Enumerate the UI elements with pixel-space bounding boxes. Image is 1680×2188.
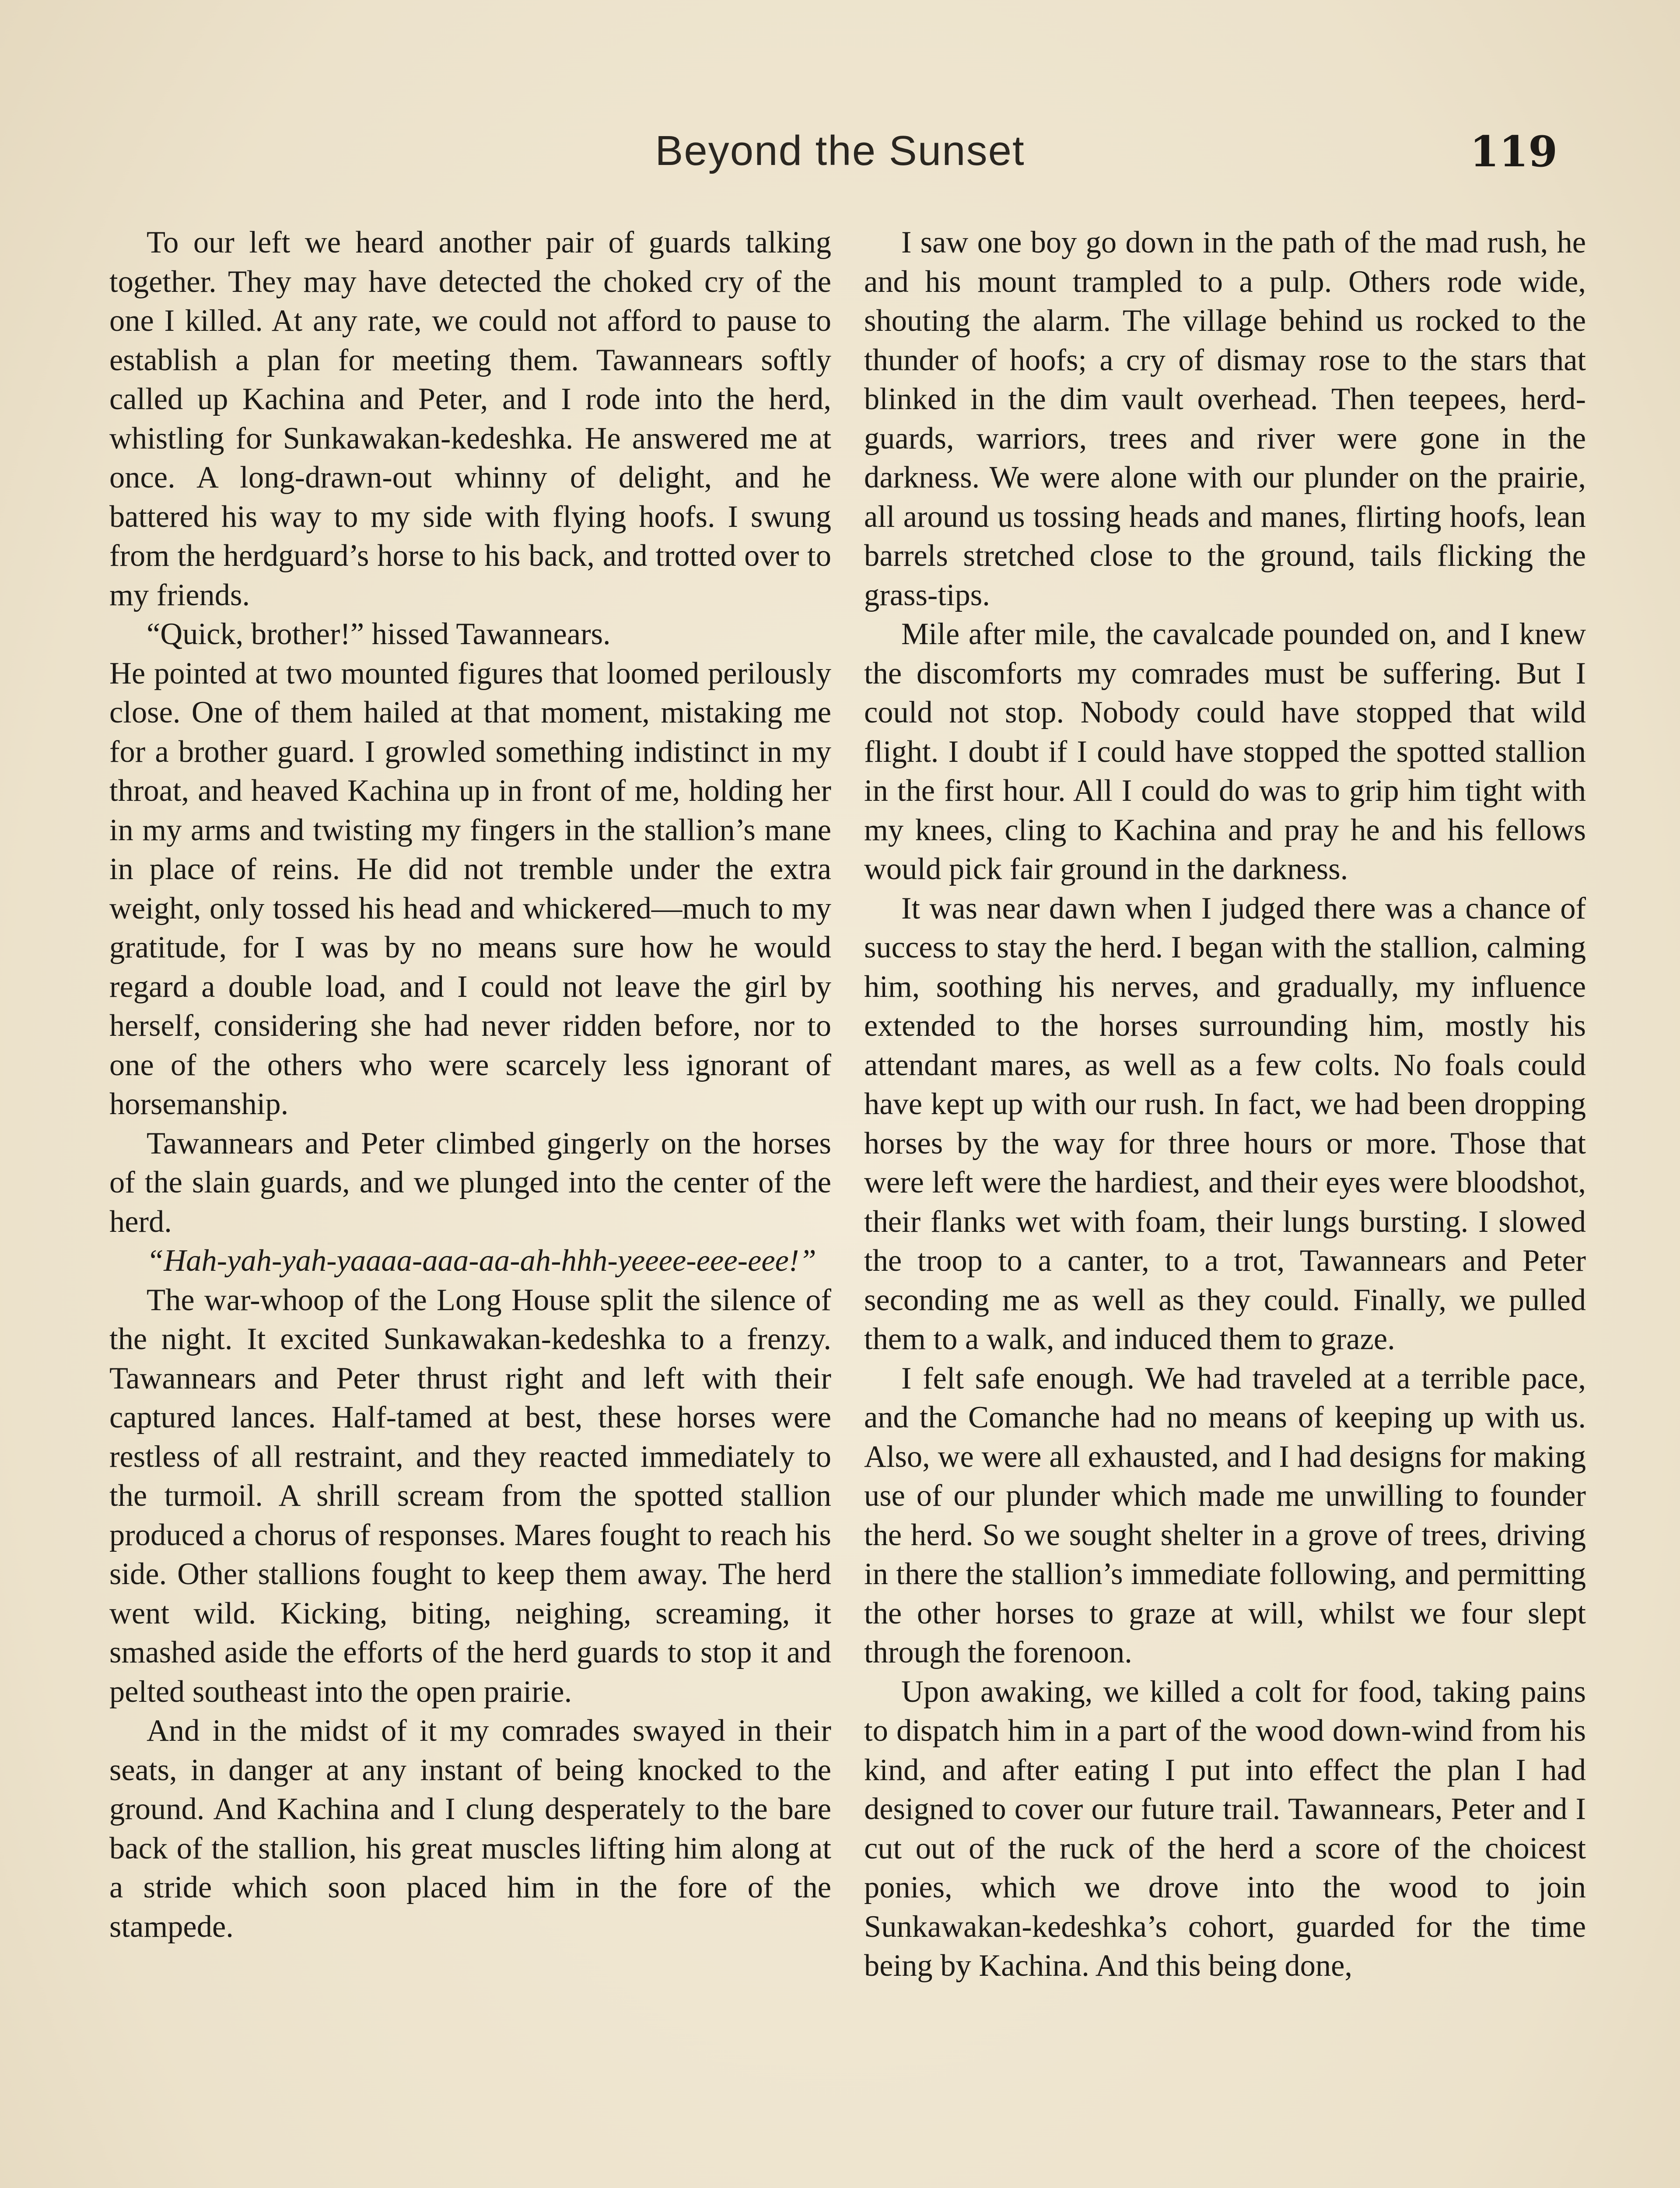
- paragraph: Mile after mile, the cavalcade pounded on, and I knew the discomforts my comrades must be suffering. But I could not stop. Nobody could have stopped that wild flight. I doubt if I could have stopped the spotted stallion in the first hour. All I could do was to grip him tight with my knees, cling to Kachina and pray he and his fellows would pick fair ground in the darkness.: [864, 617, 1586, 886]
- left-column: [109, 223, 831, 1946]
- paragraph: It was near dawn when I judged there was a chance of success to stay the herd. I began with the stallion, calming him, soothing his nerves, and gradually, my influence extended to the horses surrounding him, mostly his attendant mares, as well as a few colts. No foals could have kept up with our rush. In fact, we had been dropping horses by the way for three hours or more. Those that were left were the hardiest, and their eyes were bloodshot, their flanks wet with foam, their lungs bursting. I slowed the troop to a canter, to a trot, Tawannears and Peter seconding me as well as they could. Finally, we pulled them to a walk, and induced them to graze.: [864, 891, 1586, 1356]
- page-header: [109, 127, 1571, 188]
- paragraph: I felt safe enough. We had traveled at a terrible pace, and the Comanche had no means of keeping up with us. Also, we were all exhausted, and I had designs for making use of our plunder which made me unwilling to founder the herd. So we sought shelter in a grove of trees, driving in there the stallion’s immediate following, and permitting the other horses to graze at will, whilst we four slept through the forenoon.: [864, 1361, 1586, 1669]
- paragraph: He pointed at two mounted figures that loomed perilously close. One of them hailed at that moment, mistaking me for a brother guard. I growled something indistinct in my throat, and heaved Kachina up in front of me, holding her in my arms and twisting my fingers in the stallion’s mane in place of reins. He did not tremble under the extra weight, only tossed his head and whickered—much to my gratitude, for I was by no means sure how he would regard a double load, and I could not leave the girl by herself, considering she had never ridden before, nor to one of the others who were scarcely less ignorant of horsemanship.: [109, 656, 831, 1121]
- page-number: 119: [1470, 127, 1558, 176]
- paragraph: Tawannears and Peter climbed gingerly on the horses of the slain guards, and we plunged into the center of the herd.: [109, 1126, 831, 1239]
- paragraph: The war-whoop of the Long House split the silence of the night. It excited Sunkawakan-kedeshka to a frenzy. Tawannears and Peter thrust right and left with their captured lances. Half-tamed at best, these horses were restless of all restraint, and they reacted immediately to the turmoil. A shrill scream from the spotted stallion produced a chorus of responses. Mares fought to reach his side. Other stallions fought to keep them away. The herd went wild. Kicking, biting, neighing, screaming, it smashed aside the efforts of the herd guards to stop it and pelted southeast into the open prairie.: [109, 1283, 831, 1709]
- paragraph: I saw one boy go down in the path of the mad rush, he and his mount trampled to a pulp. Others rode wide, shouting the alarm. The village behind us rocked to the thunder of hoofs; a cry of dismay rose to the stars that blinked in the dim vault overhead. Then teepees, herd-guards, warriors, trees and river were gone in the darkness. We were alone with our plunder on the prairie, all around us tossing heads and manes, flirting hoofs, lean barrels stretched close to the ground, tails flicking the grass-tips.: [864, 225, 1586, 612]
- paragraph: And in the midst of it my comrades swayed in their seats, in danger at any instant of being knocked to the ground. And Kachina and I clung desperately to the bare back of the stallion, his great muscles lifting him along at a stride which soon placed him in the fore of the stampede.: [109, 1714, 831, 1944]
- right-column: [864, 223, 1586, 1986]
- war-whoop-line: “Hah-yah-yah-yaaaa-aaa-aa-ah-hhh-yeeee-eee-eee!”: [147, 1244, 816, 1278]
- running-title: Beyond the Sunset: [655, 127, 1025, 174]
- paragraph: To our left we heard another pair of guards talking together. They may have detected the choked cry of the one I killed. At any rate, we could not afford to pause to establish a plan for meeting them. Tawannears softly called up Kachina and Peter, and I rode into the herd, whistling for Sunkawakan-kedeshka. He answered me at once. A long-drawn-out whinny of delight, and he battered his way to my side with flying hoofs. I swung from the herdguard’s horse to his back, and trotted over to my friends.: [109, 225, 831, 612]
- paragraph: “Quick, brother!” hissed Tawannears.: [147, 617, 611, 651]
- paragraph: Upon awaking, we killed a colt for food, taking pains to dispatch him in a part of the wood down-wind from his kind, and after eating I put into effect the plan I had designed to cover our future trail. Tawannears, Peter and I cut out of the ruck of the herd a score of the choicest ponies, which we drove into the wood to join Sunkawakan-kedeshka’s cohort, guarded for the time being by Kachina. And this being done,: [864, 1674, 1586, 1983]
